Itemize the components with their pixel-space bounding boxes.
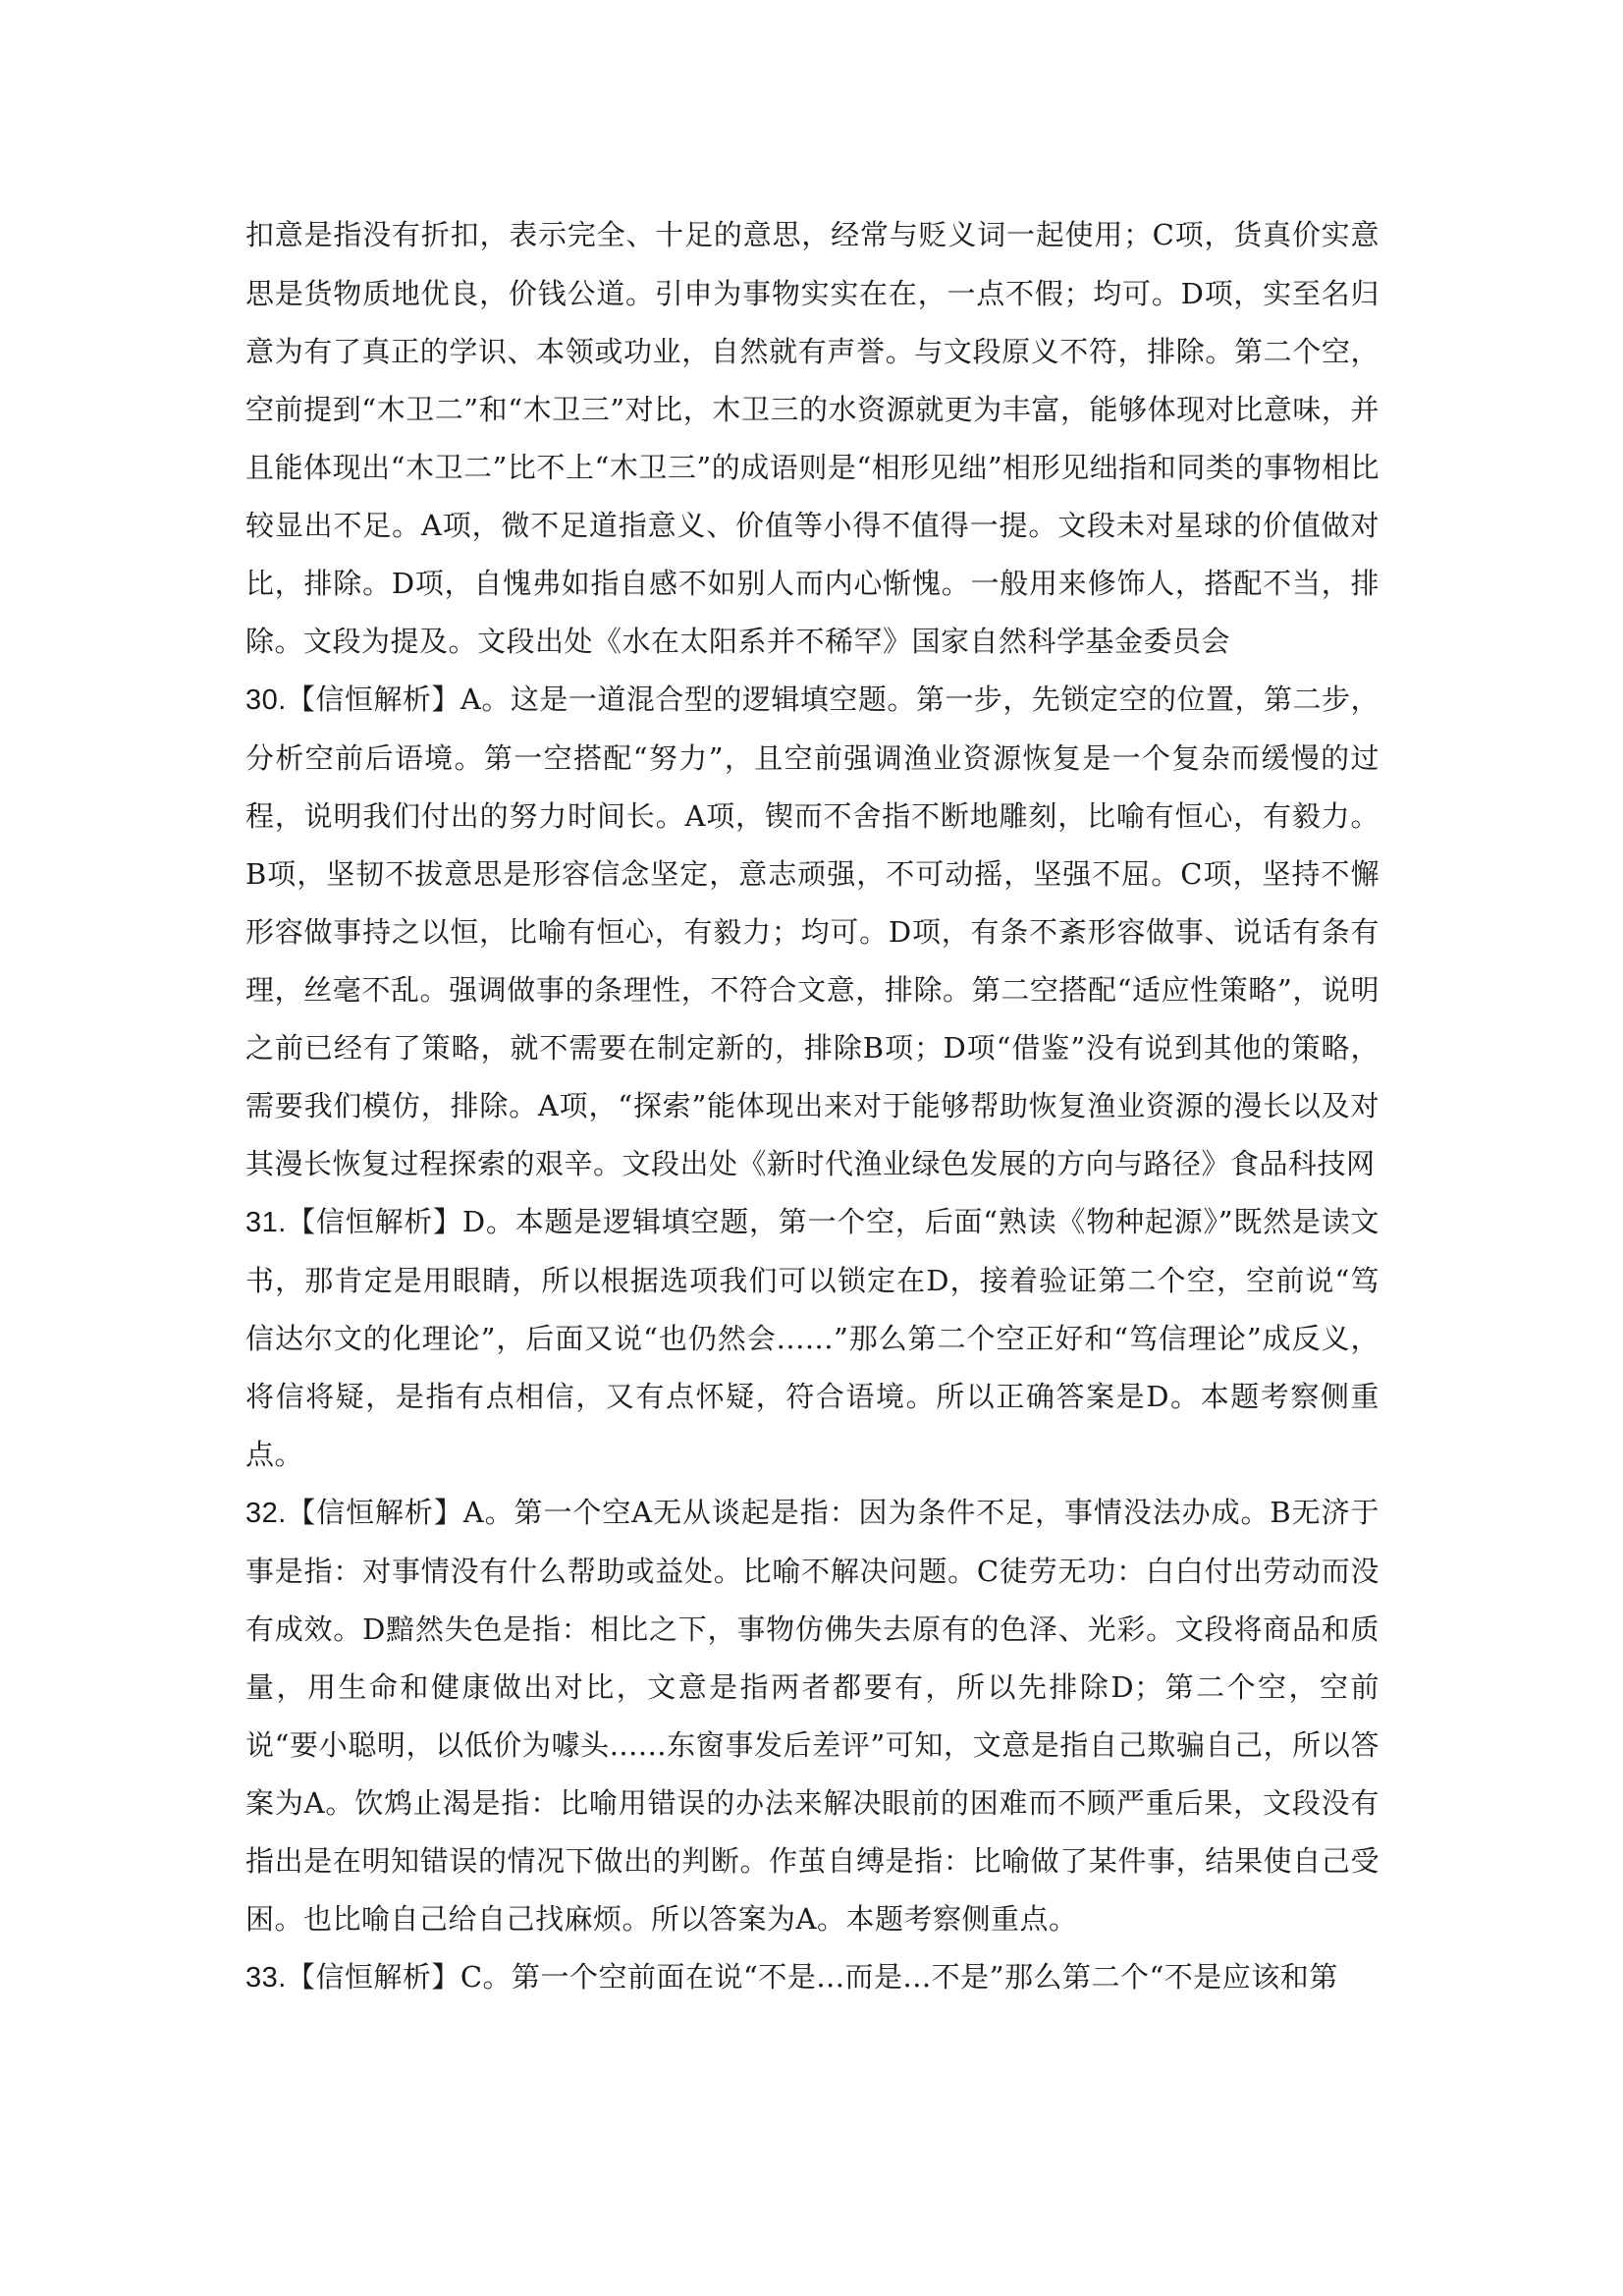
paragraph-text: 【信恒解析】A。第一个空A无从谈起是指：因为条件不足，事情没法办成。B无济于事是指：对事情没有什么帮助或益处。比喻不解决问题。C徒劳无功：白白付出劳动而没有成效。D黯然失色是指：相比之下，事物仿佛失去原有的色泽、光彩。文段将商品和质量，用生命和健康做出对比，文意是指两者都要有，所以先排除D；第二个空，空前说“要小聪明，以低价为噱头......东窗事发后差评”可知，文意是指自己欺骗自己，所以答案为A。饮鸩止渴是指：比喻用错误的办法来解决眼前的困难而不顾严重后果，文段没有指出是在明知错误的情况下做出的判断。作茧自缚是指：比喻做了某件事，结果使自己受困。也比喻自己给自己找麻烦。所以答案为A。本题考察侧重点。 <box>245 1496 1380 1936</box>
paragraph-q32 <box>245 1484 1380 1948</box>
paragraph-text: 【信恒解析】C。第一个空前面在说“不是...而是...不是”那么第二个“不是应该和第 <box>286 1960 1338 1994</box>
question-number: 31. <box>245 1207 287 1238</box>
question-number: 32. <box>245 1498 287 1529</box>
question-number: 30. <box>245 684 287 716</box>
paragraph-text: 扣意是指没有折扣，表示完全、十足的意思，经常与贬义词一起使用；C项，货真价实意思是货物质地优良，价钱公道。引申为事物实实在在，一点不假；均可。D项，实至名归意为有了真正的学识、本领或功业，自然就有声誉。与文段原义不符，排除。第二个空，空前提到“木卫二”和“木卫三”对比，木卫三的水资源就更为丰富，能够体现对比意味，并且能体现出“木卫二”比不上“木卫三”的成语则是“相形见绌”相形见绌指和同类的事物相比较显出不足。A项，微不足道指意义、价值等小得不值得一提。文段未对星球的价值做对比，排除。D项，自愧弗如指自感不如别人而内心惭愧。一般用来修饰人，搭配不当，排除。文段为提及。文段出处《水在太阳系并不稀罕》国家自然科学基金委员会 <box>245 218 1380 658</box>
paragraph-q31 <box>245 1193 1380 1484</box>
paragraph-q33 <box>245 1948 1380 2007</box>
document-body <box>245 206 1380 2007</box>
paragraph-q30 <box>245 671 1380 1193</box>
paragraph-text: 【信恒解析】D。本题是逻辑填空题，第一个空，后面“熟读《物种起源》”既然是读文书，那肯定是用眼睛，所以根据选项我们可以锁定在D，接着验证第二个空，空前说“笃信达尔文的化理论”，后面又说“也仍然会......”那么第二个空正好和“笃信理论”成反义，将信将疑，是指有点相信，又有点怀疑，符合语境。所以正确答案是D。本题考察侧重点。 <box>245 1205 1380 1471</box>
paragraph-continuation <box>245 206 1380 671</box>
question-number: 33. <box>245 1962 287 1994</box>
paragraph-text: 【信恒解析】A。这是一道混合型的逻辑填空题。第一步，先锁定空的位置，第二步，分析空前后语境。第一空搭配“努力”，且空前强调渔业资源恢复是一个复杂而缓慢的过程，说明我们付出的努力时间长。A项，锲而不舍指不断地雕刻，比喻有恒心，有毅力。B项，坚韧不拔意思是形容信念坚定，意志顽强，不可动摇，坚强不屈。C项，坚持不懈形容做事持之以恒，比喻有恒心，有毅力；均可。D项，有条不紊形容做事、说话有条有理，丝毫不乱。强调做事的条理性，不符合文意，排除。第二空搭配“适应性策略”，说明之前已经有了策略，就不需要在制定新的，排除B项；D项“借鉴”没有说到其他的策略，需要我们模仿，排除。A项，“探索”能体现出来对于能够帮助恢复渔业资源的漫长以及对其漫长恢复过程探索的艰辛。文段出处《新时代渔业绿色发展的方向与路径》食品科技网 <box>245 683 1380 1180</box>
